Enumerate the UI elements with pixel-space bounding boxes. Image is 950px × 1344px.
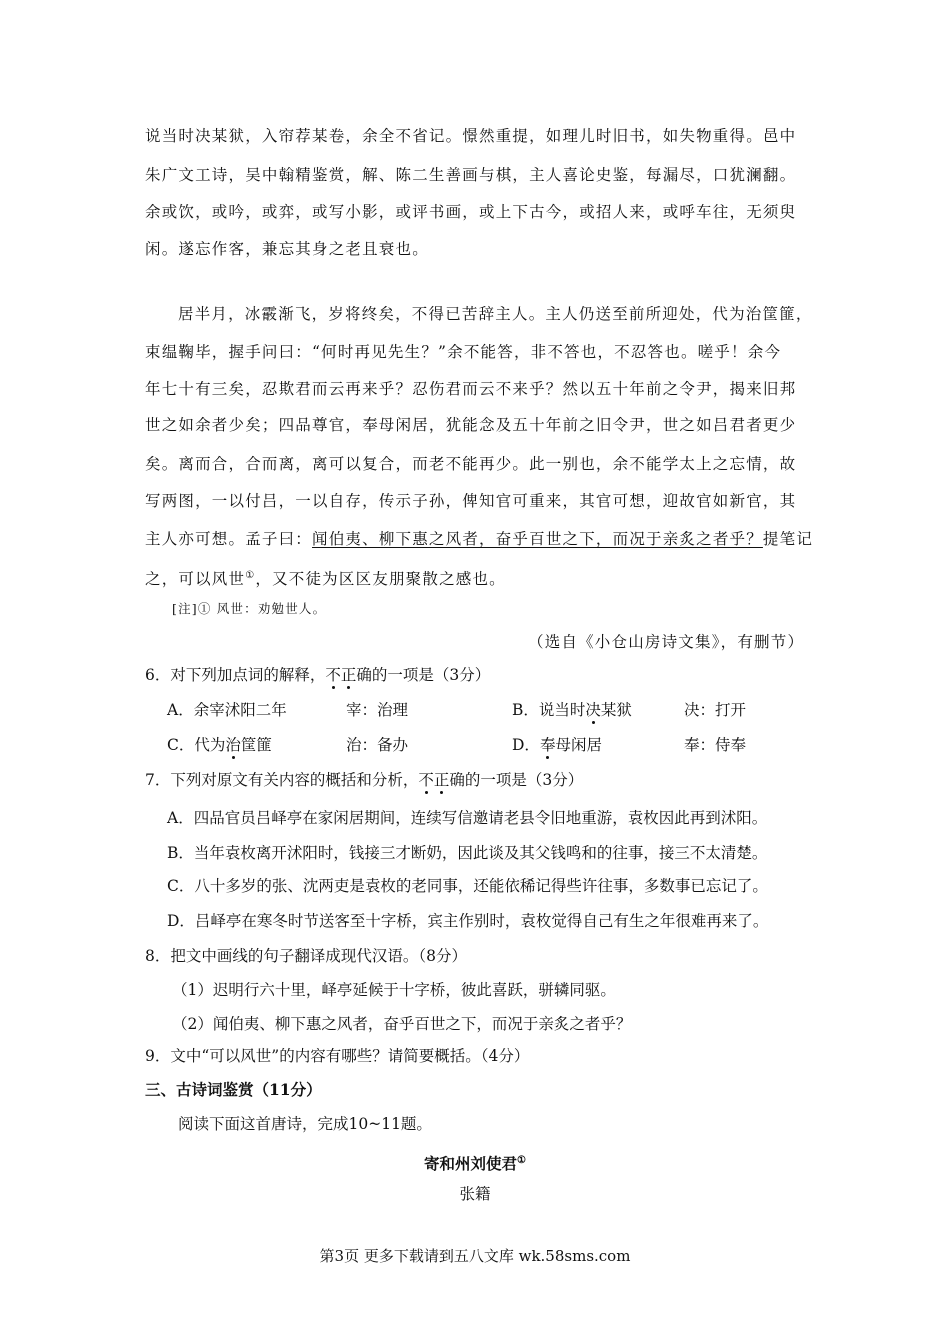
passage-p2-line-2: 束缊鞠毕，握手问曰：“何时再见先生？”余不能答，非不答也，不忍答也。嗟乎！余今 [145, 343, 782, 361]
footnote: [注]① 风世：劝勉世人。 [172, 601, 327, 616]
q6-option-a-explanation: 宰：治理 [346, 701, 409, 719]
q6-option-a: A．余宰沭阳二年 [167, 701, 287, 719]
q7-dot-char-2: 正 [433, 771, 450, 789]
q7-stem-pre: 7．下列对原文有关内容的概括和分析， [145, 771, 419, 789]
passage-p2-line-7-pre: 主人亦可想。孟子曰： [145, 530, 313, 548]
passage-p2-line-7 [145, 529, 813, 549]
q7-option-c: C．八十多岁的张、沈两吏是袁枚的老同事，还能依稀记得些许往事，多数事已忘记了。 [167, 877, 768, 895]
q6-option-b-dot: 决 [585, 701, 601, 719]
q7-dot-char-1: 不 [418, 771, 434, 789]
poem-title [0, 1151, 950, 1174]
q7-option-d: D．吕峄亭在寒冬时节送客至十字桥，宾主作别时，袁枚觉得自己有生之年很难再来了。 [167, 912, 769, 930]
passage-p2-line-7-post: 提笔记 [762, 530, 814, 548]
q8-sentence-2: （2）闻伯夷、柳下惠之风者，奋乎百世之下，而况于亲炙之者乎？ [172, 1015, 632, 1033]
q6-option-b [512, 700, 632, 720]
q6-option-b-pre: B．说当时 [512, 701, 586, 719]
q6-option-c-pre: C．代为 [167, 736, 226, 754]
q6-option-c-explanation: 治：备办 [346, 736, 409, 754]
passage-p2-line-3: 年七十有三矣，忍欺君而云再来乎？忍伤君而云不来乎？然以五十年前之令尹，揭来旧邦 [145, 380, 797, 398]
q6-option-c-dot: 治 [225, 736, 241, 754]
q7-option-a: A．四品官员吕峄亭在家闲居期间，连续写信邀请老县令旧地重游，袁枚因此再到沭阳。 [167, 809, 768, 827]
q7-option-b: B．当年袁枚离开沭阳时，钱接三才断奶，因此谈及其父钱鸣和的往事，接三不太清楚。 [167, 844, 768, 862]
passage-p2-line-8 [145, 566, 506, 589]
section-3-intro: 阅读下面这首唐诗，完成10~11题。 [178, 1115, 432, 1133]
passage-p2-line-8-pre: 之，可以风世 [145, 570, 246, 589]
passage-p2-line-6: 写两图，一以付吕，一以自存，传示子孙，俾知官可重来，其官可想，迎故官如新官，其 [145, 492, 797, 510]
q7-stem [145, 770, 583, 790]
page-footer: 第3页 更多下载请到五八文库 wk.58sms.com [319, 1247, 631, 1265]
q6-option-b-post: 某狱 [600, 701, 632, 719]
passage-p1-line-1: 说当时决某狱，入帘荐某卷，余全不省记。憬然重提，如理儿时旧书，如失物重得。邑中 [145, 127, 797, 145]
q6-option-d-dot: 奉 [539, 736, 556, 754]
poem-author: 张籍 [459, 1185, 491, 1203]
section-3-heading: 三、古诗词鉴赏（11分） [145, 1080, 322, 1099]
q6-option-d-pre: D． [512, 736, 540, 754]
q6-dot-char-1: 不 [325, 666, 341, 684]
passage-p2-line-8-post: ，又不徒为区区友朋聚散之感也。 [255, 570, 506, 589]
q7-stem-post: 确的一项是（3分） [449, 771, 584, 789]
q8-stem: 8．把文中画线的句子翻译成现代汉语。（8分） [145, 947, 467, 965]
passage-p2-line-5: 矣。离而合，合而离，离可以复合，而老不能再少。此一别也，余不能学太上之忘情，故 [145, 455, 797, 473]
source-citation: （选自《小仓山房诗文集》，有删节） [528, 633, 805, 651]
passage-p2-line-4: 世之如余者少矣；四品尊官，奉母闲居，犹能念及五十年前之旧令尹，世之如吕君者更少 [145, 416, 797, 434]
q6-option-d-post: 母闲居 [555, 736, 602, 754]
q6-stem-post: 确的一项是（3分） [356, 666, 491, 684]
q6-option-c [167, 735, 272, 755]
q6-option-c-post: 筐篚 [240, 736, 272, 754]
q9-stem: 9．文中“可以风世”的内容有哪些？请简要概括。（4分） [145, 1047, 530, 1065]
q6-option-d-explanation: 奉：侍奉 [684, 736, 747, 754]
footnote-mark: ① [245, 570, 256, 581]
q6-stem [145, 665, 490, 685]
q8-sentence-1: （1）迟明行六十里，峄亭延候于十字桥，彼此喜跃，骈辚同驱。 [172, 981, 616, 999]
passage-p1-line-2: 朱广文工诗，吴中翰精鉴赏，解、陈二生善画与棋，主人喜论史鉴，每漏尽，口犹澜翻。 [145, 166, 797, 184]
q6-stem-pre: 6．对下列加点词的解释， [145, 666, 326, 684]
passage-p1-line-4: 闲。遂忘作客，兼忘其身之老且衰也。 [145, 240, 429, 258]
passage-p2-line-1: 居半月，冰霰渐飞，岁将终矣，不得已苦辞主人。主人仍送至前所迎处，代为治筐篚， [178, 305, 813, 323]
q6-dot-char-2: 正 [340, 666, 357, 684]
q6-option-d [512, 735, 602, 755]
underlined-sentence: 闻伯夷、柳下惠之风者，奋乎百世之下，而况于亲炙之者乎？ [312, 530, 763, 548]
passage-p1-line-3: 余或饮，或吟，或弈，或写小影，或评书画，或上下古今，或招人来，或呼车往，无须臾 [145, 203, 797, 221]
poem-title-mark: ① [517, 1155, 526, 1166]
poem-title-text: 寄和州刘使君 [424, 1154, 518, 1174]
q6-option-b-explanation: 决：打开 [684, 701, 747, 719]
